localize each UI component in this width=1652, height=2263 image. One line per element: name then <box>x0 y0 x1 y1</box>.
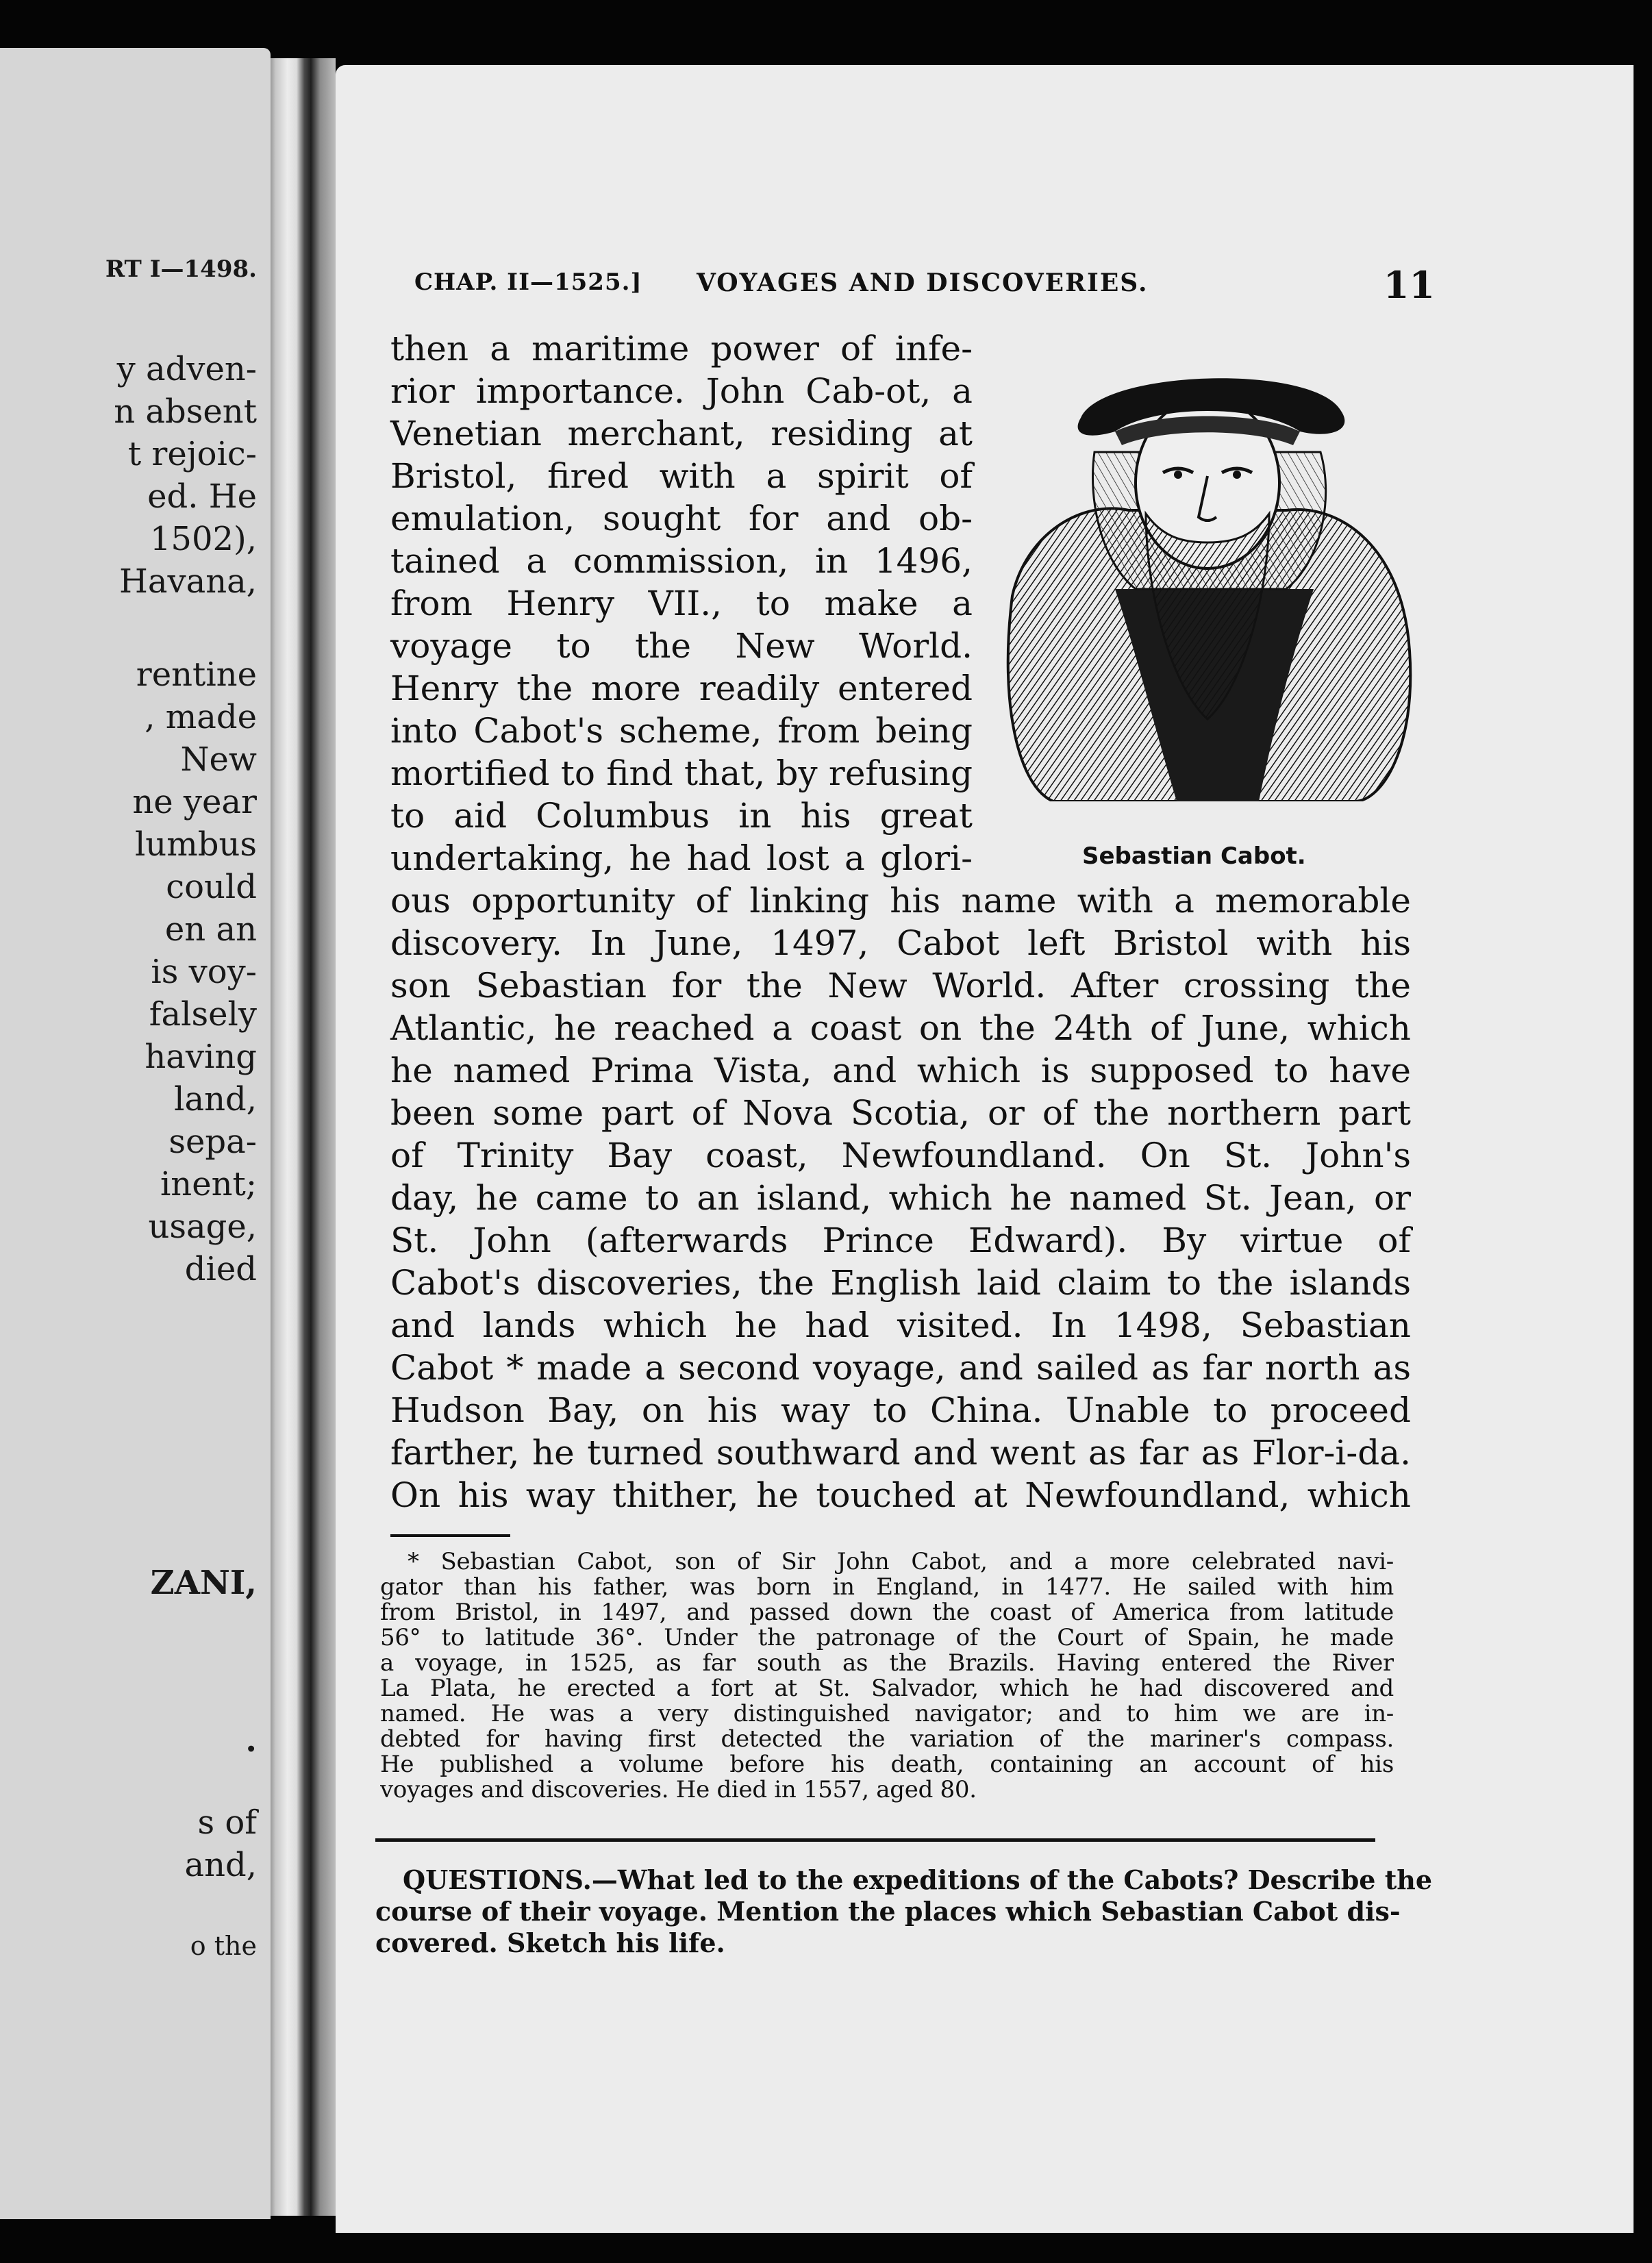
figure-caption: Sebastian Cabot. <box>1082 842 1306 870</box>
left-text-line: 1502), <box>149 520 257 558</box>
body-line: and lands which he had visited. In 1498, Sebastian <box>390 1305 1411 1345</box>
body-line: Cabot * made a second voyage, and sailed as far north as <box>390 1348 1411 1388</box>
footnote-line: named. He was a very distinguished navigator; and to him we are in- <box>380 1701 1394 1727</box>
footnote-line: He published a volume before his death, containing an account of his <box>380 1752 1394 1777</box>
footnote-line: from Bristol, in 1497, and passed down the coast of America from latitude <box>380 1600 1394 1625</box>
left-text-line: and, <box>184 1846 257 1884</box>
questions-line: course of their voyage. Mention the places which Sebastian Cabot dis- <box>375 1896 1401 1927</box>
left-text-line: ne year <box>132 783 257 821</box>
chapter-heading: CHAP. II—1525.] <box>414 268 642 296</box>
left-text-line: land, <box>174 1080 257 1118</box>
body-line: rior importance. John Cab-ot, a <box>390 371 973 411</box>
questions-divider <box>375 1838 1375 1842</box>
body-line: Venetian merchant, residing at <box>390 414 973 453</box>
body-line: Henry the more readily entered <box>390 668 973 708</box>
left-text-line: n absent <box>114 392 257 431</box>
left-text-line: ed. He <box>147 477 257 516</box>
left-text-line: having <box>145 1038 257 1076</box>
body-line: On his way thither, he touched at Newfoundland, which <box>390 1475 1411 1515</box>
left-text-line: inent; <box>160 1165 257 1203</box>
footnote-line: gator than his father, was born in England, in 1477. He sailed with him <box>380 1575 1394 1600</box>
questions-line <box>375 1864 1433 1896</box>
body-line: emulation, sought for and ob- <box>390 499 973 538</box>
left-text-line: y adven- <box>116 350 257 388</box>
footnote-line: La Plata, he erected a fort at St. Salvador, which he had discovered and <box>380 1676 1394 1701</box>
left-text-line: is voy- <box>151 953 257 991</box>
body-line: been some part of Nova Scotia, or of the northern part <box>390 1093 1411 1133</box>
questions-line: covered. Sketch his life. <box>375 1927 725 1958</box>
footnote-line: debted for having first detected the variation of the mariner's compass. <box>380 1727 1394 1752</box>
left-text-line: lumbus <box>134 825 257 864</box>
body-line: undertaking, he had lost a glori- <box>390 838 973 878</box>
left-text-line: , made <box>145 698 257 736</box>
footnote-line: * Sebastian Cabot, son of Sir John Cabot, and a more celebrated navi- <box>408 1549 1394 1575</box>
left-text-line: o the <box>190 1931 257 1961</box>
body-line: tained a commission, in 1496, <box>390 541 973 581</box>
left-text-line: sepa- <box>168 1123 257 1161</box>
left-text-line: could <box>166 868 257 906</box>
body-line: Atlantic, he reached a coast on the 24th of June, which <box>390 1008 1411 1048</box>
running-head <box>414 263 1435 310</box>
left-text-line: ZANI, <box>150 1564 257 1602</box>
footnote-line: 56° to latitude 36°. Under the patronage of the Court of Spain, he made <box>380 1625 1394 1651</box>
left-text-line: New <box>180 740 257 779</box>
left-text-line: usage, <box>148 1208 257 1246</box>
left-text-line: en an <box>164 910 257 949</box>
body-line: son Sebastian for the New World. After crossing the <box>390 966 1411 1005</box>
page-number: 11 <box>1383 263 1435 307</box>
body-line: farther, he turned southward and went as far as Flor-i-da. <box>390 1433 1411 1473</box>
body-line: he named Prima Vista, and which is supposed to have <box>390 1051 1411 1090</box>
body-line: discovery. In June, 1497, Cabot left Bristol with his <box>390 923 1411 963</box>
body-line: from Henry VII., to make a <box>390 584 973 623</box>
left-text-line: Havana, <box>119 562 257 601</box>
body-line: into Cabot's scheme, from being <box>390 711 973 751</box>
footnote-line: voyages and discoveries. He died in 1557, aged 80. <box>380 1777 977 1803</box>
book-gutter <box>271 58 336 2216</box>
footnote <box>380 1549 1394 1803</box>
body-line: of Trinity Bay coast, Newfoundland. On St. John's <box>390 1136 1411 1175</box>
body-line: ous opportunity of linking his name with a memorable <box>390 881 1411 921</box>
body-line: Hudson Bay, on his way to China. Unable to proceed <box>390 1390 1411 1430</box>
left-text-line: died <box>184 1250 257 1288</box>
page-title: VOYAGES AND DISCOVERIES. <box>697 268 1149 297</box>
portrait-engraving <box>999 363 1421 801</box>
left-text-line: rentine <box>136 655 257 694</box>
body-line: to aid Columbus in his great <box>390 796 973 836</box>
body-line: voyage to the New World. <box>390 626 973 666</box>
body-line: Bristol, fired with a spirit of <box>390 456 973 496</box>
body-line: day, he came to an island, which he named St. Jean, or <box>390 1178 1411 1218</box>
body-line: Cabot's discoveries, the English laid claim to the islands <box>390 1263 1411 1303</box>
left-running-head: RT I—1498. <box>105 255 257 283</box>
left-text-line: t rejoic- <box>127 435 257 473</box>
questions-text: What led to the expeditions of the Cabots? Describe the <box>617 1864 1433 1895</box>
left-text-line: s of <box>197 1803 257 1842</box>
questions-block <box>375 1864 1433 1959</box>
footnote-line: a voyage, in 1525, as far south as the Brazils. Having entered the River <box>380 1651 1394 1676</box>
left-facing-page <box>0 48 271 2219</box>
questions-label: QUESTIONS.— <box>403 1864 618 1895</box>
left-text-line: falsely <box>149 995 257 1034</box>
body-line: mortified to find that, by refusing <box>390 753 973 793</box>
left-text-line: . <box>245 1721 257 1760</box>
body-line: then a maritime power of infe- <box>390 329 973 368</box>
body-line: St. John (afterwards Prince Edward). By virtue of <box>390 1221 1411 1260</box>
footnote-divider <box>390 1534 510 1537</box>
